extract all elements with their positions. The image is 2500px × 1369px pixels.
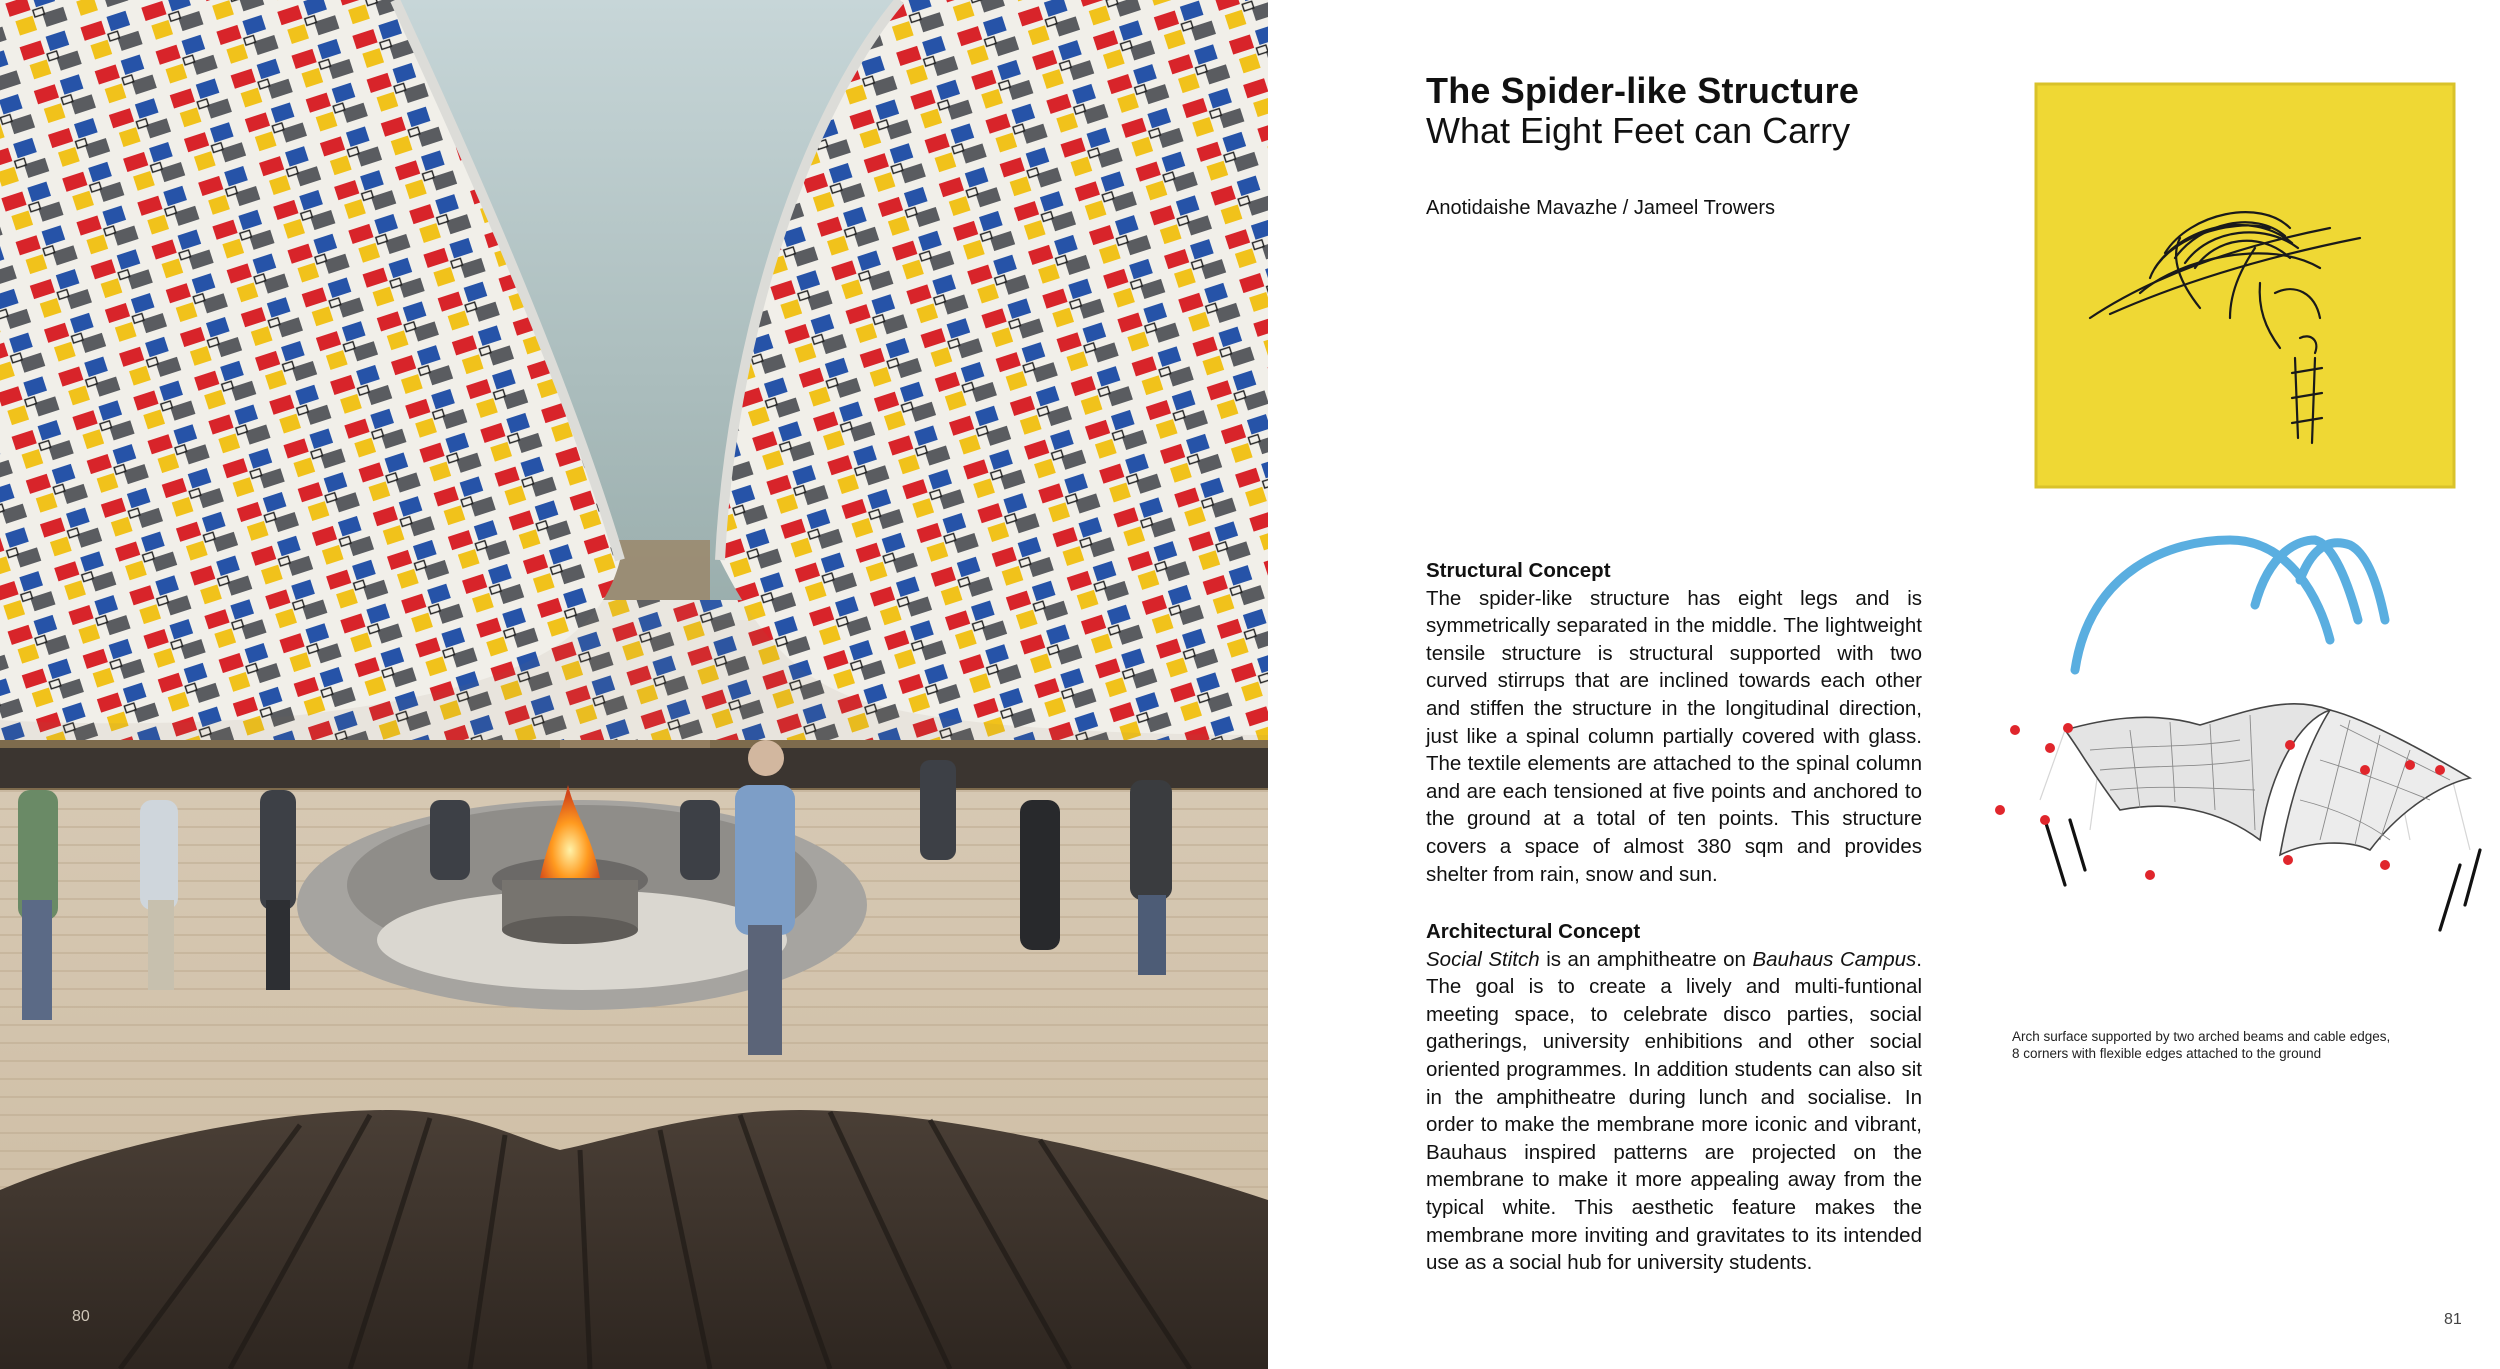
sketch-paper [2036,84,2454,487]
architectural-concept-section [1426,918,1922,1277]
concept-sketch [2030,78,2460,493]
structural-concept-section [1426,557,1922,888]
section-heading: Architectural Concept [1426,920,1641,943]
article-authors: Anotidaishe Mavazhe / Jameel Trowers [1426,197,1776,219]
campus-name: Bauhaus Campus [1752,947,1917,971]
page-number-right: 81 [2444,1311,2462,1328]
section-body [1426,946,1922,1277]
concept-sketch-drawing [2030,78,2460,493]
body-text: is an amphitheatre on [1539,947,1753,971]
article-subtitle: What Eight Feet can Carry [1426,110,1851,151]
project-name: Social Stitch [1426,947,1540,971]
structure-diagram-drawing [1970,510,2500,1015]
section-body: The spider-like structure has eight legs and is symmetrically separated in the middle. The lightweight tensile structure is structural supported with two curved stirrups that are inclined towards each other and stiffen the structure in the longitudinal direction, just like a spinal column partially covered with glass. The textile elements are attached to the spinal column and are each tensioned at five points and anchored to the ground at a total of ten points. This structure covers a space of almost 380 sqm and provides shelter from rain, snow and sun. [1426,586,1922,886]
section-heading: Structural Concept [1426,559,1611,582]
article-title: The Spider-like Structure [1426,70,1860,111]
page-number-left: 80 [72,1308,90,1325]
body-text: . The goal is to create a lively and multi-funtional meeting space, to celebrate disco parties, social gatherings, university enhibitions and other social oriented programmes. In addition students can also sit in the amphitheatre during lunch and socialise. In order to make the membrane more iconic and vibrant, Bauhaus inspired patterns are projected on the membrane to make it more appealing away from the typical white. This aesthetic feature makes the membrane more inviting and gravitates to its intended use as a social hub for university students. [1426,947,1922,1275]
structure-diagram [1970,510,2500,1015]
figure-caption: Arch surface supported by two arched beams and cable edges, 8 corners with flexible edges attached to the ground [2012,1029,2391,1061]
